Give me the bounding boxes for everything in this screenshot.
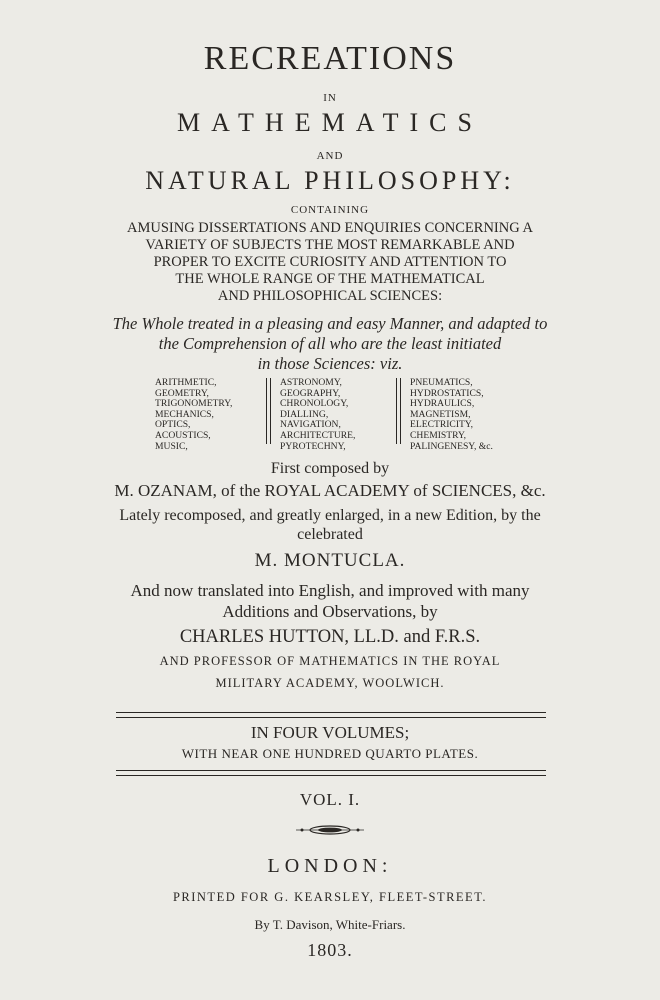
plates-line: WITH NEAR ONE HUNDRED QUARTO PLATES. xyxy=(181,746,479,761)
double-rule xyxy=(116,770,546,776)
description-line: VARIETY OF SUBJECTS THE MOST REMARKABLE AND xyxy=(145,237,515,253)
science-item: PNEUMATICS, xyxy=(410,377,473,388)
sciences-column-3 xyxy=(410,378,493,452)
science-item: MUSIC, xyxy=(155,440,188,452)
science-item: ASTRONOMY, xyxy=(280,377,342,388)
science-item: NAVIGATION, xyxy=(280,419,341,431)
italic-line: The Whole treated in a pleasing and easy Manner, and adapted to xyxy=(112,314,548,333)
professor-line: AND PROFESSOR OF MATHEMATICS IN THE ROYAL xyxy=(159,654,501,668)
translated-line: Additions and Observations, by xyxy=(222,602,438,621)
science-item: PYROTECHNY, xyxy=(280,440,346,452)
column-divider xyxy=(396,378,397,444)
ozanam-line: M. OZANAM, of the ROYAL ACADEMY of SCIENCES, &c. xyxy=(114,481,546,500)
italic-line: the Comprehension of all who are the least initiated xyxy=(158,334,502,353)
title-and: AND xyxy=(316,150,344,162)
translated-line: And now translated into English, and improved with many xyxy=(130,581,530,600)
first-composed-line: First composed by xyxy=(270,460,390,477)
science-item: DIALLING, xyxy=(280,408,329,420)
description-line: PROPER TO EXCITE CURIOSITY AND ATTENTION TO xyxy=(153,254,507,270)
science-item: HYDROSTATICS, xyxy=(410,387,484,399)
printed-for-line: PRINTED FOR G. KEARSLEY, FLEET-STREET. xyxy=(172,890,488,904)
printer-line: By T. Davison, White-Friars. xyxy=(254,917,406,932)
science-item: GEOMETRY, xyxy=(155,387,209,399)
science-item: ACOUSTICS, xyxy=(155,429,211,441)
hutton-line: CHARLES HUTTON, LL.D. and F.R.S. xyxy=(179,627,481,647)
science-item: HYDRAULICS, xyxy=(410,398,475,410)
description-line: AND PHILOSOPHICAL SCIENCES: xyxy=(217,288,443,304)
title-mathematics: MATHEMATICS xyxy=(177,108,483,137)
recomposed-line: celebrated xyxy=(297,526,363,543)
description-line: THE WHOLE RANGE OF THE MATHEMATICAL xyxy=(175,271,485,287)
professor-line: MILITARY ACADEMY, WOOLWICH. xyxy=(215,676,445,690)
science-item: TRIGONOMETRY, xyxy=(155,398,233,410)
sciences-column-2 xyxy=(280,378,355,452)
italic-line: in those Sciences: viz. xyxy=(257,354,403,373)
science-item: ELECTRICITY, xyxy=(410,419,473,431)
column-divider xyxy=(266,378,267,444)
science-item: CHEMISTRY, xyxy=(410,429,467,441)
column-divider xyxy=(400,378,401,444)
science-item: ARITHMETIC, xyxy=(155,377,217,388)
containing-label: CONTAINING xyxy=(290,204,370,216)
science-item: MECHANICS, xyxy=(155,408,214,420)
title-natural-philosophy: NATURAL PHILOSOPHY: xyxy=(145,166,515,195)
volume-number: VOL. I. xyxy=(299,790,361,809)
science-item: ARCHITECTURE, xyxy=(280,429,356,441)
column-divider xyxy=(270,378,271,444)
double-rule xyxy=(116,712,546,718)
recomposed-line: Lately recomposed, and greatly enlarged, in a new Edition, by the xyxy=(119,507,541,524)
ornament-icon xyxy=(296,824,364,836)
main-title: RECREATIONS xyxy=(203,40,457,77)
science-item: MAGNETISM, xyxy=(410,408,471,420)
science-item: OPTICS, xyxy=(155,419,191,431)
science-item: CHRONOLOGY, xyxy=(280,398,349,410)
volumes-line: IN FOUR VOLUMES; xyxy=(250,723,410,742)
science-item: GEOGRAPHY, xyxy=(280,387,341,399)
science-item: PALINGENESY, &c. xyxy=(410,440,493,452)
description-line: AMUSING DISSERTATIONS AND ENQUIRIES CONCERNING A xyxy=(127,220,533,236)
city-line: LONDON: xyxy=(267,855,393,877)
title-in: IN xyxy=(323,92,337,104)
year: 1803. xyxy=(307,940,353,960)
montucla-line: M. MONTUCLA. xyxy=(254,550,406,571)
sciences-column-1 xyxy=(155,378,232,452)
